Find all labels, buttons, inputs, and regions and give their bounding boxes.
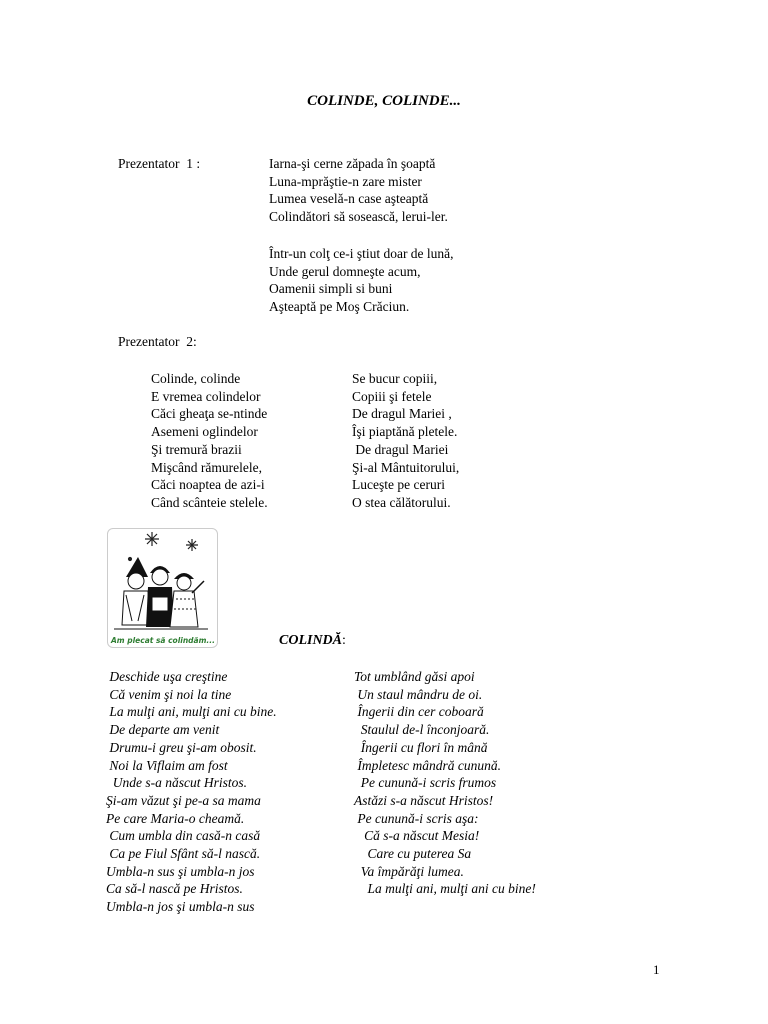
poem-line: Staulul de-l înconjoară.	[354, 722, 490, 738]
presenter1-label: Prezentator 1 :	[118, 156, 201, 171]
poem-line: Şi tremură brazii	[151, 441, 242, 457]
poem-line: La mulţi ani, mulţi ani cu bine.	[106, 704, 277, 720]
poem-line: O stea călătorului.	[352, 494, 451, 510]
presenter2-label: Prezentator 2:	[118, 334, 197, 349]
poem-line: Va împărăţi lumea.	[354, 863, 464, 879]
poem-line: Un staul mândru de oi.	[354, 686, 483, 702]
page-number: 1	[653, 962, 660, 977]
poem-line: Copiii şi fetele	[352, 388, 432, 404]
presenter1-stanza2	[269, 245, 454, 316]
poem-line: Că s-a născut Mesia!	[354, 828, 480, 844]
poem-line: Şi-al Mântuitorului,	[352, 459, 460, 475]
carolers-illustration	[107, 528, 218, 648]
carol-right-column	[354, 668, 536, 898]
poem-line: Pe cunună-i scris frumos	[354, 775, 497, 791]
poem-line: Colindători să sosească, lerui-ler.	[269, 209, 448, 225]
poem-line: Colinde, colinde	[151, 371, 241, 386]
poem-line: Tot umblând găsi apoi	[354, 669, 475, 684]
poem-line: Într-un colţ ce-i ştiut doar de lună,	[269, 246, 454, 261]
poem-line: Astăzi s-a născut Hristos!	[354, 792, 494, 808]
poem-line: Cum umbla din casă-n casă	[106, 828, 261, 844]
poem-line: Căci noaptea de azi-i	[151, 477, 265, 493]
poem-line: Oamenii simpli si buni	[269, 281, 393, 297]
poem-line: Care cu puterea Sa	[354, 846, 472, 862]
poem-line: Şi-am văzut şi pe-a sa mama	[106, 792, 261, 808]
poem-line: Că venim şi noi la tine	[106, 686, 232, 702]
poem-line: La mulţi ani, mulţi ani cu bine!	[354, 881, 536, 897]
presenter2-right-column	[352, 370, 459, 512]
poem-line: Ca să-l nască pe Hristos.	[106, 881, 243, 897]
poem-line: De departe am venit	[106, 722, 220, 738]
poem-line: Lumea veselă-n case aşteaptă	[269, 191, 429, 207]
poem-line: Unde s-a născut Hristos.	[106, 775, 247, 791]
presenter1-stanza1	[269, 155, 448, 226]
poem-line: Drumu-i greu şi-am obosit.	[106, 739, 257, 755]
poem-line: Îngerii din cer coboară	[354, 704, 484, 720]
poem-line: Umbla-n jos şi umbla-n sus	[106, 899, 255, 915]
poem-line: Asemeni oglindelor	[151, 424, 258, 440]
poem-line: Unde gerul domneşte acum,	[269, 263, 421, 279]
poem-line: Căci gheaţa se-ntinde	[151, 406, 268, 422]
section-title	[279, 633, 346, 649]
poem-line: Deschide uşa creştine	[106, 669, 228, 684]
illustration-caption: Am plecat să colindăm...	[111, 636, 215, 645]
poem-line: Îşi piaptănă pletele.	[352, 424, 458, 440]
poem-line: De dragul Mariei ,	[352, 406, 452, 422]
poem-line: Pe cunună-i scris aşa:	[354, 810, 479, 826]
poem-line: Împletesc mândră cunună.	[354, 757, 501, 773]
page-title: COLINDE, COLINDE...	[307, 93, 461, 109]
poem-line: E vremea colindelor	[151, 388, 261, 404]
section-title-text: COLINDĂ	[279, 633, 343, 648]
section-title-suffix: :	[342, 633, 346, 648]
poem-line: Ca pe Fiul Sfânt să-l nască.	[106, 846, 261, 862]
carolers-drawing	[108, 529, 217, 647]
poem-line: Îngerii cu flori în mână	[354, 739, 488, 755]
poem-line: Se bucur copiii,	[352, 371, 438, 386]
poem-line: Aşteaptă pe Moş Crăciun.	[269, 299, 410, 315]
poem-line: De dragul Mariei	[352, 441, 449, 457]
poem-line: Luceşte pe ceruri	[352, 477, 445, 493]
poem-line: Noi la Viflaim am fost	[106, 757, 228, 773]
poem-line: Pe care Maria-o cheamă.	[106, 810, 245, 826]
poem-line: Umbla-n sus şi umbla-n jos	[106, 863, 255, 879]
carol-left-column	[106, 668, 277, 916]
poem-line: Luna-mprăştie-n zare mister	[269, 173, 422, 189]
poem-line: Iarna-şi cerne zăpada în şoaptă	[269, 156, 436, 171]
presenter2-left-column	[151, 370, 268, 512]
poem-line: Mişcând rămurelele,	[151, 459, 262, 475]
poem-line: Când scânteie stelele.	[151, 494, 268, 510]
